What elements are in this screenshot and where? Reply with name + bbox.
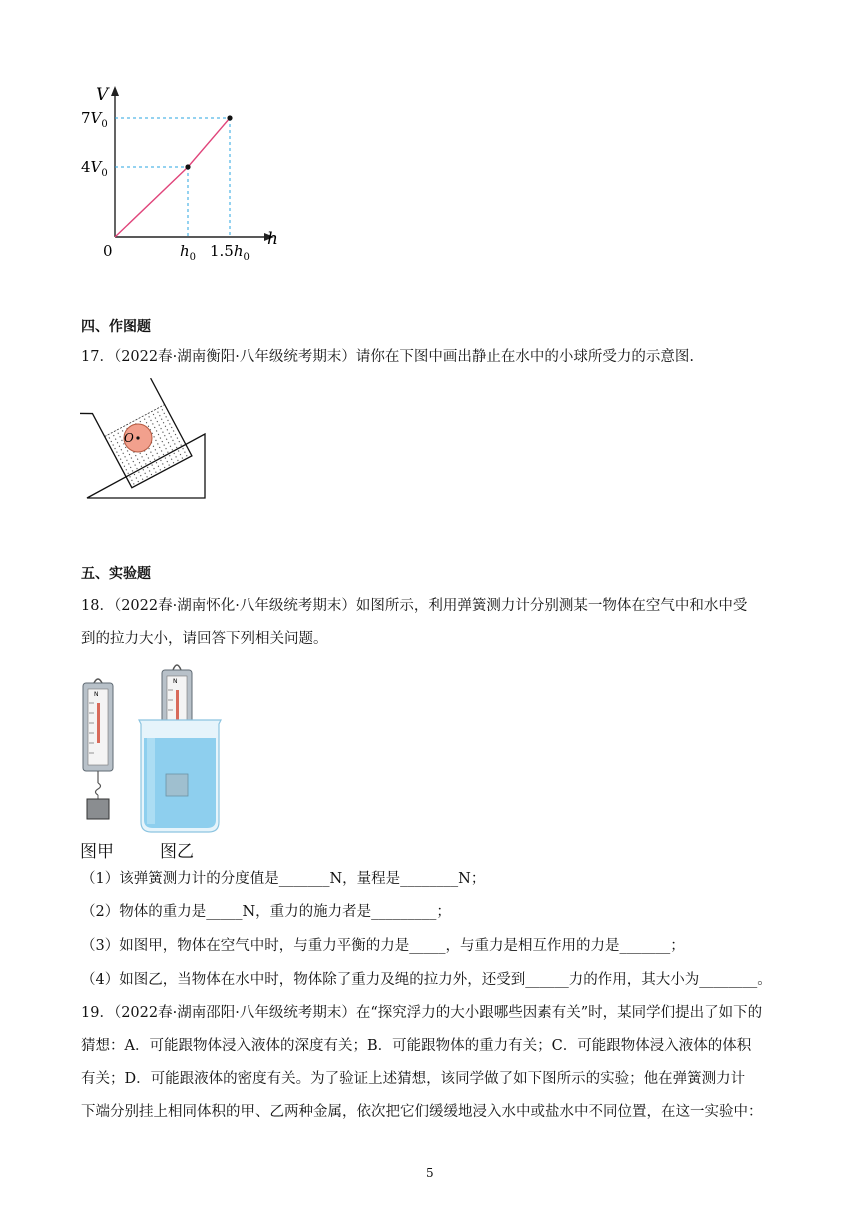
question-18-line1: 18．（2022春·湖南怀化·八年级统考期末）如图所示，利用弹簧测力计分别测某一物体在空气中和水中受 [81,598,748,614]
figure-a-caption: 图甲 [80,842,114,862]
figure-a-spring-scale-in-air [78,675,118,823]
figure-b-caption: 图乙 [160,842,194,862]
tick-1.5h0: $1.5h_0$ [210,242,250,263]
question-18-sub4: （4）如图乙，当物体在水中时，物体除了重力及绳的拉力外，还受到______力的作用，其大小为________。 [81,972,772,988]
question-19-line1: 19．（2022春·湖南邵阳·八年级统考期末）在“探究浮力的大小跟哪些因素有关”时，某同学们提出了如下的 [81,1005,763,1021]
y-axis-label: V [96,85,109,105]
question-19-line3: 有关；D．可能跟液体的密度有关。为了验证上述猜想，该同学做了如下图所示的实验；他在弹簧测力计 [81,1071,746,1087]
point-1.5h0 [227,115,232,120]
question-18-sub3: （3）如图甲，物体在空气中时，与重力平衡的力是_____，与重力是相互作用的力是_______； [81,938,685,954]
beaker-on-incline-figure [80,378,210,503]
ball-label: O [124,431,134,445]
question-17-text: 17．（2022春·湖南衡阳·八年级统考期末）请你在下图中画出静止在水中的小球所受力的示意图. [81,349,694,365]
tick-h0: $h_0$ [180,242,197,263]
tick-7v0: $7V_0$ [81,109,108,130]
question-18-line2: 到的拉力大小，请回答下列相关问题。 [81,631,328,647]
x-axis-label: h [267,229,278,249]
point-h0 [185,164,190,169]
section-title-experiment: 五、实验题 [81,566,151,582]
page-number: 5 [426,1166,434,1180]
origin-label: 0 [103,242,113,260]
question-19-line2: 猜想：A．可能跟物体浸入液体的深度有关；B．可能跟物体的重力有关；C．可能跟物体浸入液体的体积 [81,1038,752,1054]
svg-text:N: N [94,691,99,698]
question-18-sub1: （1）该弹簧测力计的分度值是_______N，量程是________N； [81,871,486,887]
svg-text:N: N [173,678,178,685]
volume-height-graph [70,82,290,267]
question-18-sub2: （2）物体的重力是_____N，重力的施力者是_________； [81,904,451,920]
submerged-block [166,774,188,796]
tick-4v0: $4V_0$ [81,158,108,179]
y-axis-arrow [111,86,119,96]
section-title-drawing: 四、作图题 [81,319,151,335]
volume-line [115,118,230,237]
weight-block [87,799,109,819]
question-19-line4: 下端分别挂上相同体积的甲、乙两种金属，依次把它们缓缓地浸入水中或盐水中不同位置，在这一实验中： [81,1104,763,1120]
figure-b-spring-scale-in-water [135,660,225,835]
